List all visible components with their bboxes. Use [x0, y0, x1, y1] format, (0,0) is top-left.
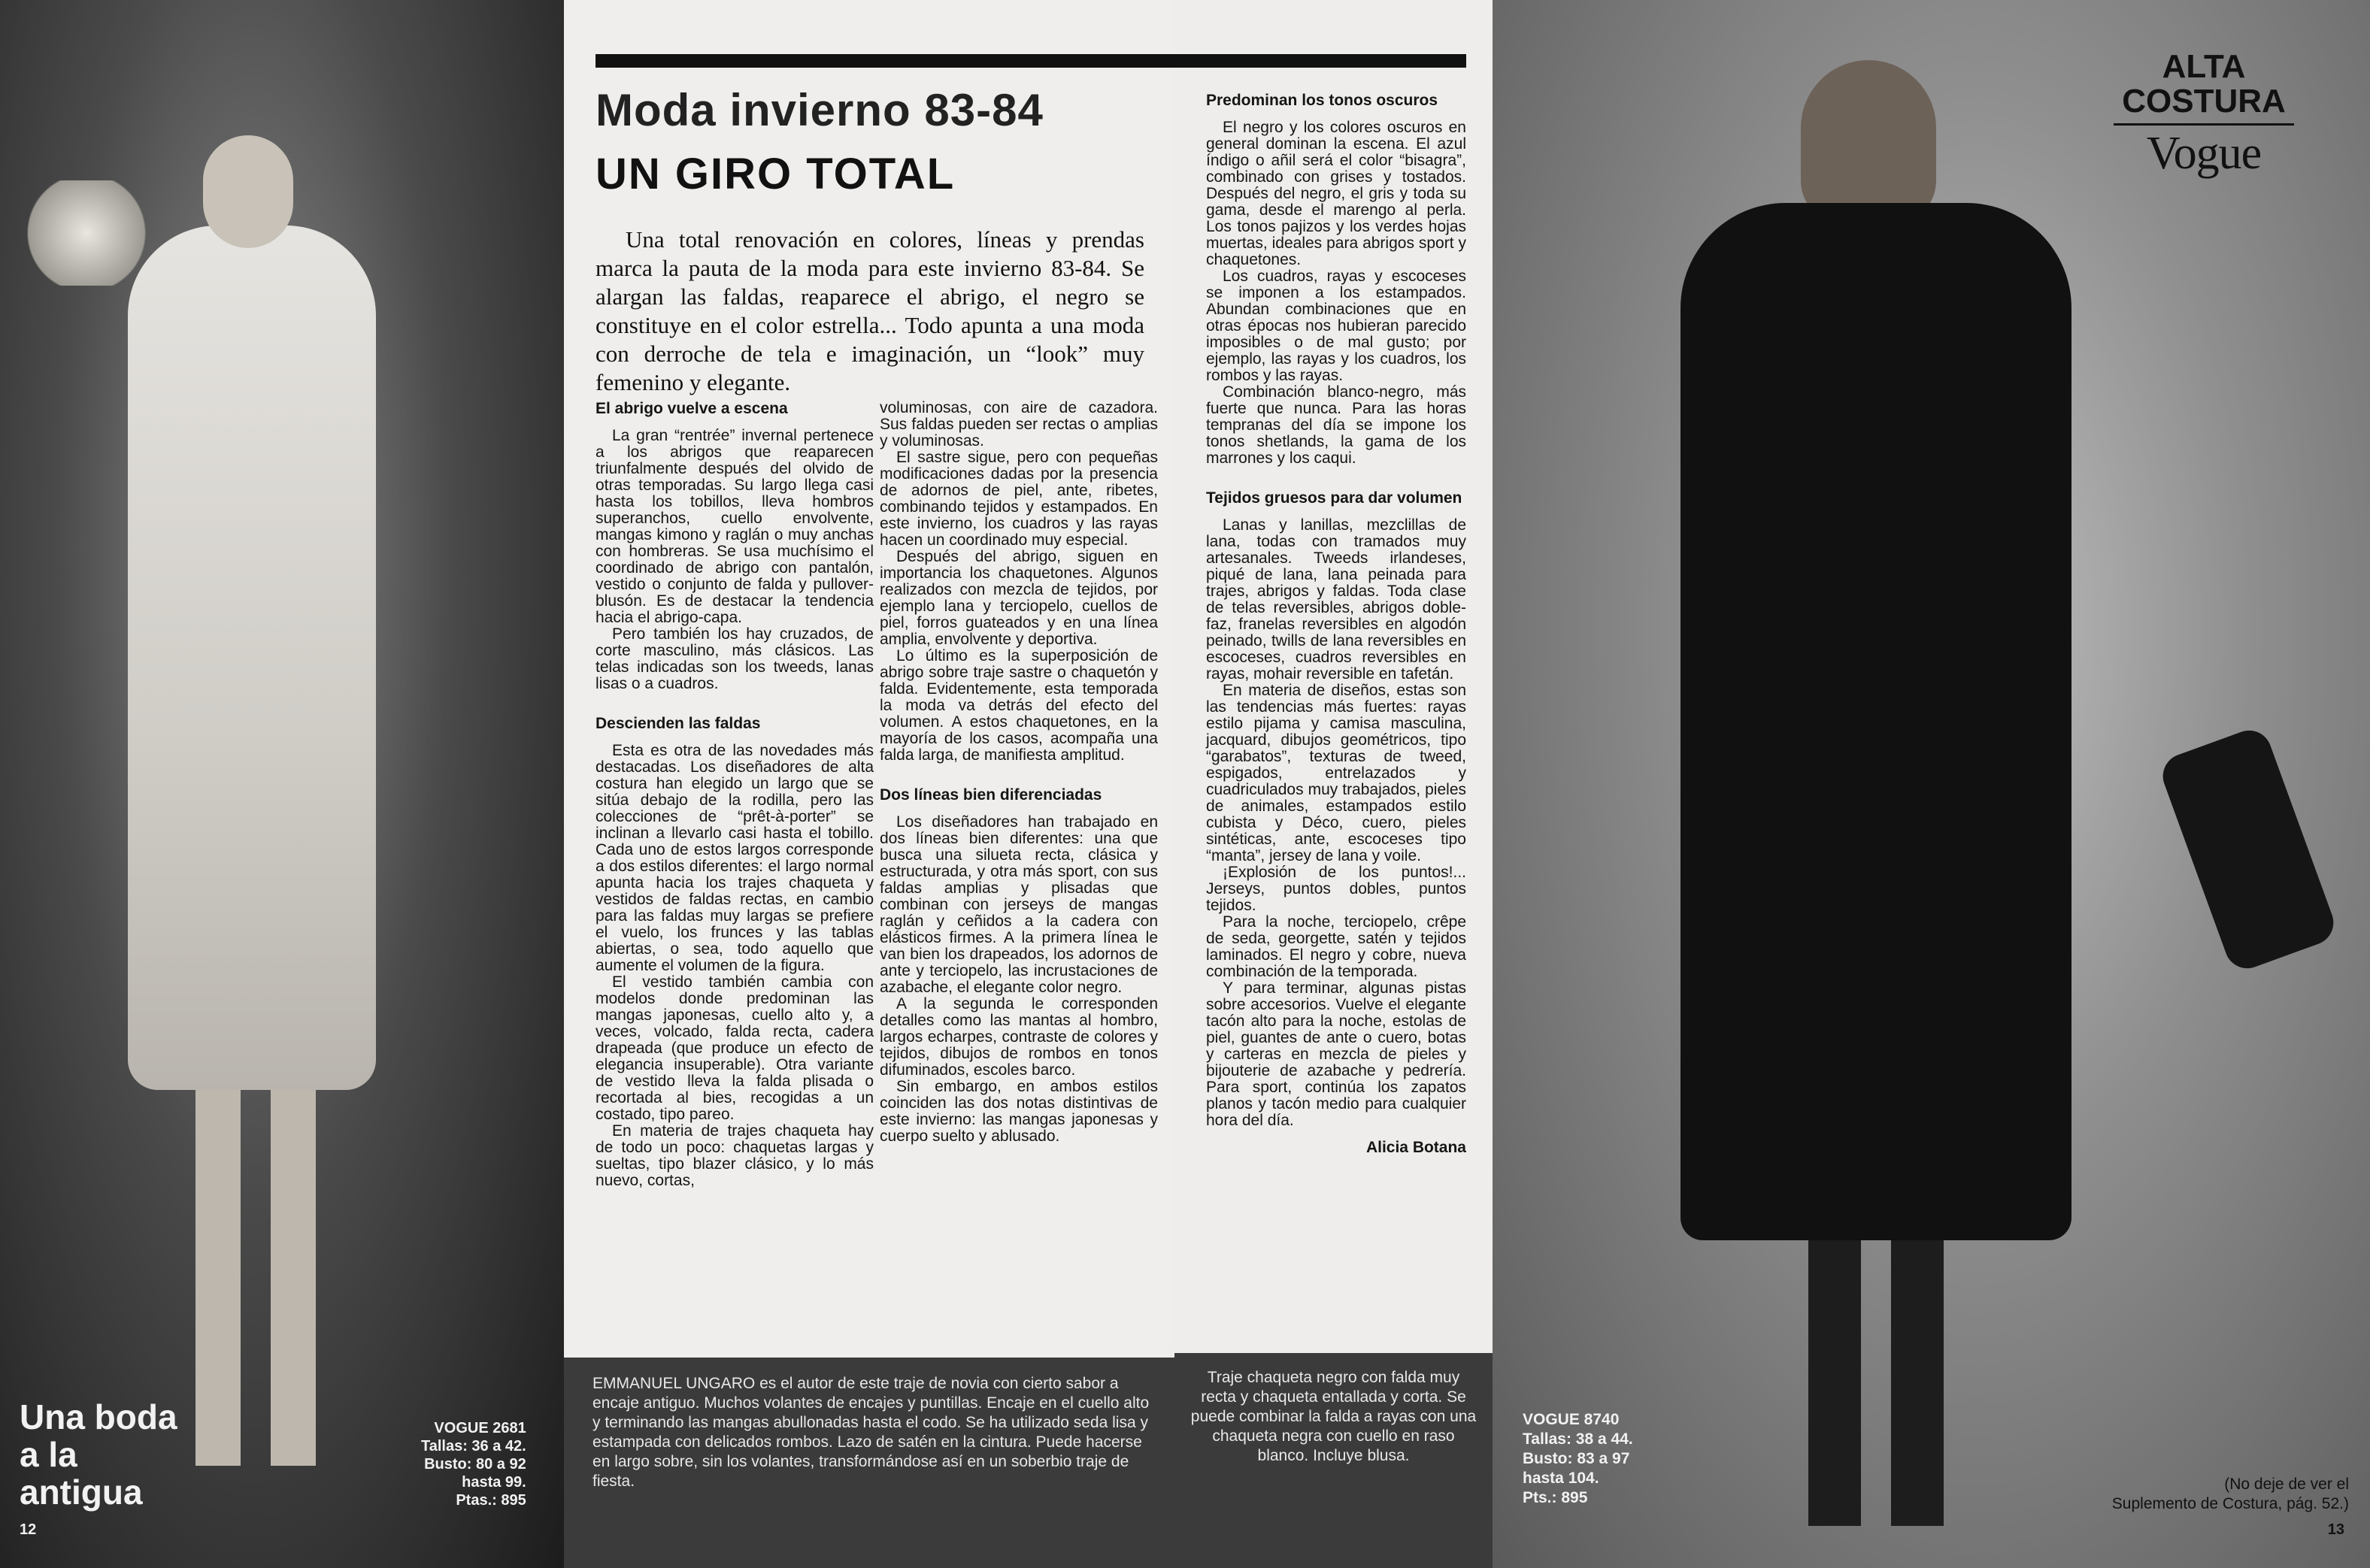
paragraph: El sastre sigue, pero con pequeñas modificaciones dadas por la presencia de adornos de piel, ante, ribetes, combinando tejidos y estampados. En este invierno, los cuadros y las rayas hacen un coordinado muy especial.: [880, 449, 1158, 549]
article-title: Moda invierno 83-84: [596, 85, 1044, 135]
paragraph: Los cuadros, rayas y escoceses se imponen a los estampados. Abundan combinaciones que en otras épocas nos hubieran parecido imposibles o de mal gusto; por ejemplo, las rayas y los cuadros, los rombos y las rayas.: [1206, 268, 1466, 384]
note-line: Suplemento de Costura, pág. 52.): [2111, 1495, 2349, 1512]
caption-text: EMMANUEL UNGARO es el autor de este traje de novia con cierto sabor a encaje antiguo. Muchos volantes de encajes y puntillas. Encaje en el cuello alto y terminando las mangas abullonadas hasta el codo. Se ha utilizado seda lisa y estampada con delicados rombos. Lazo de satén en la cintura. Puede hacerse en largo sobre, sin los volantes, transformándose así en un soberbio traje de fiesta.: [592, 1375, 1150, 1490]
headline-line-1: Una boda: [20, 1397, 177, 1436]
right-pattern-info: [1523, 1410, 1633, 1508]
pattern-line: Pts.: 895: [1523, 1489, 1588, 1506]
column-2: [880, 400, 1158, 1145]
pattern-line: Tallas: 36 a 42.: [421, 1438, 526, 1454]
left-pattern-info: [421, 1419, 526, 1509]
pattern-line: VOGUE 2681: [434, 1420, 526, 1436]
left-photo-page: [0, 0, 564, 1568]
caption-traje-chaqueta: [1174, 1353, 1493, 1568]
article-page-left: [564, 0, 1174, 1568]
article-lead: Una total renovación en colores, líneas y prendas marca la pauta de la moda para este invierno 83-84. Se alargan las faldas, reaparece el abrigo, el negro se constituye en el color estrella... Todo apunta a una moda con derroche de tela e imaginación, un “look” muy femenino y elegante.: [596, 226, 1144, 395]
pattern-line: hasta 99.: [462, 1474, 526, 1491]
brand-alta: ALTA: [2162, 48, 2246, 85]
column-1: [596, 400, 874, 1189]
pattern-line: Busto: 80 a 92: [424, 1456, 526, 1473]
author-signature: Alicia Botana: [1365, 1139, 1466, 1156]
pattern-line: Ptas.: 895: [456, 1492, 526, 1509]
pattern-line: VOGUE 8740: [1523, 1411, 1620, 1428]
section-heading: El abrigo vuelve a escena: [596, 400, 788, 417]
pattern-line: hasta 104.: [1523, 1470, 1599, 1487]
page-number-left: 12: [20, 1521, 37, 1538]
paragraph: El negro y los colores oscuros en general dominan la escena. El azul índigo o añil será el color “bisagra”, combinado con grises y tostados. Después del negro, el gris y toda su gama, desde el marengo al perla. Los tonos pajizos y los verdes hojas muertas, ideales para abrigos sport y chaquetones.: [1206, 119, 1466, 268]
brand-costura: COSTURA: [2114, 84, 2294, 126]
coat-figure-photo: [1613, 15, 2139, 1548]
pattern-line: Tallas: 38 a 44.: [1523, 1430, 1633, 1448]
article-subtitle: UN GIRO TOTAL: [596, 150, 956, 198]
paragraph: La gran “rentrée” invernal pertenece a los abrigos que reaparecen triunfalmente después del olvido de otras temporadas. Su largo llega casi hasta los tobillos, lleva hombros superanchos, cuello envolvente, mangas kimono y raglán o muy anchas con hombreras. Se usa muchísimo el coordinado de abrigo con pantalón, vestido o conjunto de falda y pullover-blusón. Es de destacar la tendencia hacia el abrigo-capa.: [596, 427, 874, 626]
section-heading: Predominan los tonos oscuros: [1206, 92, 1438, 109]
article-page-right: [1174, 0, 1493, 1568]
section-heading: Tejidos gruesos para dar volumen: [1206, 489, 1462, 507]
column-3: [1206, 92, 1466, 1156]
paragraph: En materia de trajes chaqueta hay de todo un poco: chaquetas largas y sueltas, tipo blazer clásico, y lo más nuevo, cortas,: [596, 1122, 874, 1189]
brand-block: [2114, 50, 2294, 181]
right-photo-page: [1493, 0, 2370, 1568]
section-heading: Dos líneas bien diferenciadas: [880, 786, 1102, 804]
supplement-note: [2112, 1475, 2349, 1514]
header-rule: [1174, 54, 1466, 68]
paragraph: Lo último es la superposición de abrigo sobre traje sastre o chaquetón y falda. Evidentemente, esta temporada la moda va detrás del efecto del volumen. A estos chaquetones, en la mayoría de los casos, acompaña una falda larga, de manifiesta amplitud.: [880, 647, 1158, 764]
paragraph: voluminosas, con aire de cazadora. Sus faldas pueden ser rectas o amplias y voluminosas.: [880, 399, 1158, 450]
left-headline: [20, 1398, 177, 1511]
paragraph: Esta es otra de las novedades más destacadas. Los diseñadores de alta costura han elegido un largo que se sitúa debajo de la rodilla, pero las colecciones de “prêt-à-porter” se inclinan a llevarlo casi hasta el tobillo. Cada uno de estos largos corresponde a dos estilos diferentes: el largo normal apunta hacia los trajes chaqueta y vestidos de faldas rectas, en cambio para las faldas muy largas se prefiere el vuelo, los frunces y las tablas abiertas, o sea, todo aquello que aumente el volumen de la figura.: [596, 742, 874, 974]
bride-figure-photo: [83, 135, 414, 1488]
glove-photo: [2156, 724, 2340, 974]
headline-line-2: a la: [20, 1435, 77, 1474]
caption-text: Traje chaqueta negro con falda muy recta y chaqueta entallada y corta. Se puede combinar la falda a rayas con una chaqueta negra con cuello en raso blanco. Incluye blusa.: [1190, 1369, 1477, 1464]
pattern-line: Busto: 83 a 97: [1523, 1450, 1630, 1467]
bouquet-photo: [23, 180, 150, 286]
paragraph: Y para terminar, algunas pistas sobre accesorios. Vuelve el elegante tacón alto para la noche, estolas de piel, guantes de ante o cuero, botas y carteras en mezcla de pieles y bijouterie de azabache y pedrería. Para sport, continúa los zapatos planos y tacón medio para cualquier hora del día.: [1206, 979, 1466, 1129]
headline-line-3: antigua: [20, 1473, 143, 1512]
caption-ungaro: [564, 1358, 1174, 1568]
paragraph: Los diseñadores han trabajado en dos líneas bien diferentes: una que busca una silueta recta, clásica y estructurada, y otra más sport, con sus faldas amplias y plisadas que combinan con jerseys de mangas raglán y ceñidos a la cadera con elásticos firmes. A la primera línea le van bien los drapeados, los adornos de ante y terciopelo, las incrustaciones de azabache, el elegante color negro.: [880, 813, 1158, 996]
paragraph: En materia de diseños, estas son las tendencias más fuertes: rayas estilo pijama y camisa masculina, jacquard, dibujos geométricos, tipo “garabatos”, texturas de tweed, espigados, entrelazados y cuadriculados muy trabajados, pieles de animales, estampados estilo cubista y Déco, cuero, pieles sintéticas, ante, escoceses tipo “manta”, jersey de lana y voile.: [1206, 682, 1466, 864]
paragraph: Sin embargo, en ambos estilos coinciden las dos notas distintivas de este invierno: las mangas japonesas y cuerpo suelto y ablusado.: [880, 1078, 1158, 1145]
paragraph: Para la noche, terciopelo, crêpe de seda, georgette, satén y tejidos laminados. El negro y cobre, nueva combinación de la temporada.: [1206, 913, 1466, 980]
paragraph: Combinación blanco-negro, más fuerte que nunca. Para las horas tempranas del día se impone los tonos shetlands, la gama de los marrones y los caqui.: [1206, 383, 1466, 467]
paragraph: El vestido también cambia con modelos donde predominan las mangas japonesas, cuello alto y, a veces, volcado, falda recta, cadera drapeada (que produce un efecto de elegancia insuperable). Otra variante de vestido lleva la falda plisada o recortada al bies, recogidas a un costado, tipo pareo.: [596, 973, 874, 1123]
paragraph: ¡Explosión de los puntos!... Jerseys, puntos dobles, puntos tejidos.: [1206, 864, 1466, 914]
page-number-right: 13: [2327, 1521, 2344, 1538]
section-heading: Descienden las faldas: [596, 715, 761, 732]
paragraph: Después del abrigo, siguen en importancia los chaquetones. Algunos realizados con mezcla de tejidos, por ejemplo lana y terciopelo, cuellos de piel, forros guateados y en una línea amplia, envolvente y deportiva.: [880, 548, 1158, 648]
header-rule: [596, 54, 1174, 68]
brand-vogue: Vogue: [2146, 128, 2262, 179]
note-line: (No deje de ver el: [2224, 1476, 2349, 1493]
paragraph: A la segunda le corresponden detalles como las mantas al hombro, largos echarpes, contraste de colores y tejidos, dibujos de rombos en tonos difuminados, escoles barco.: [880, 995, 1158, 1079]
paragraph: Lanas y lanillas, mezclillas de lana, todas con tramados muy artesanales. Tweeds irlandeses, piqué de lana, lana peinada para trajes, abrigos y faldas. Toda clase de telas reversibles, abrigos doble-faz, franelas reversibles en algodón peinado, twills de lana reversibles en escoceses, cuadros reversibles en rayas, mohair reversible en tafetán.: [1206, 516, 1466, 683]
paragraph: Pero también los hay cruzados, de corte masculino, más clásicos. Las telas indicadas son los tweeds, lanas lisas o a cuadros.: [596, 625, 874, 692]
